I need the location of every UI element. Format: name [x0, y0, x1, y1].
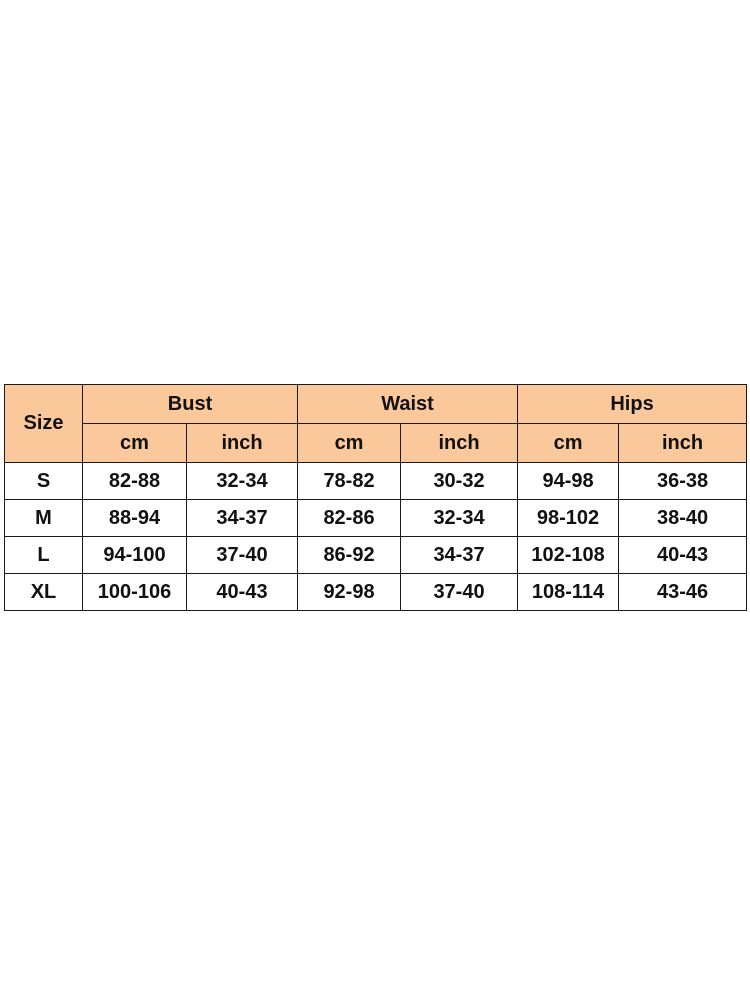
- size-cell: XL: [5, 574, 83, 611]
- bust-cm-header: cm: [83, 424, 187, 463]
- table-row: [5, 537, 747, 574]
- bust-inch-cell: 40-43: [187, 574, 298, 611]
- bust-cm-cell: 82-88: [83, 463, 187, 500]
- bust-cm-cell: 94-100: [83, 537, 187, 574]
- header-row-units: [5, 424, 747, 463]
- header-row-groups: [5, 385, 747, 424]
- hips-inch-cell: 38-40: [619, 500, 747, 537]
- hips-inch-header: inch: [619, 424, 747, 463]
- hips-group-header: Hips: [518, 385, 747, 424]
- hips-cm-cell: 98-102: [518, 500, 619, 537]
- bust-cm-cell: 100-106: [83, 574, 187, 611]
- bust-inch-header: inch: [187, 424, 298, 463]
- waist-cm-header: cm: [298, 424, 401, 463]
- waist-cm-cell: 82-86: [298, 500, 401, 537]
- waist-cm-cell: 86-92: [298, 537, 401, 574]
- bust-inch-cell: 37-40: [187, 537, 298, 574]
- hips-cm-header: cm: [518, 424, 619, 463]
- size-column-header: Size: [5, 385, 83, 463]
- bust-inch-cell: 32-34: [187, 463, 298, 500]
- hips-inch-cell: 36-38: [619, 463, 747, 500]
- table-row: [5, 500, 747, 537]
- size-chart-table: [4, 384, 747, 611]
- bust-cm-cell: 88-94: [83, 500, 187, 537]
- hips-cm-cell: 108-114: [518, 574, 619, 611]
- size-cell: S: [5, 463, 83, 500]
- size-cell: L: [5, 537, 83, 574]
- waist-inch-cell: 30-32: [401, 463, 518, 500]
- waist-inch-header: inch: [401, 424, 518, 463]
- waist-inch-cell: 34-37: [401, 537, 518, 574]
- hips-inch-cell: 40-43: [619, 537, 747, 574]
- hips-cm-cell: 102-108: [518, 537, 619, 574]
- hips-inch-cell: 43-46: [619, 574, 747, 611]
- waist-inch-cell: 37-40: [401, 574, 518, 611]
- table-row: [5, 463, 747, 500]
- waist-inch-cell: 32-34: [401, 500, 518, 537]
- bust-inch-cell: 34-37: [187, 500, 298, 537]
- waist-cm-cell: 92-98: [298, 574, 401, 611]
- table-row: [5, 574, 747, 611]
- waist-group-header: Waist: [298, 385, 518, 424]
- hips-cm-cell: 94-98: [518, 463, 619, 500]
- size-cell: M: [5, 500, 83, 537]
- waist-cm-cell: 78-82: [298, 463, 401, 500]
- bust-group-header: Bust: [83, 385, 298, 424]
